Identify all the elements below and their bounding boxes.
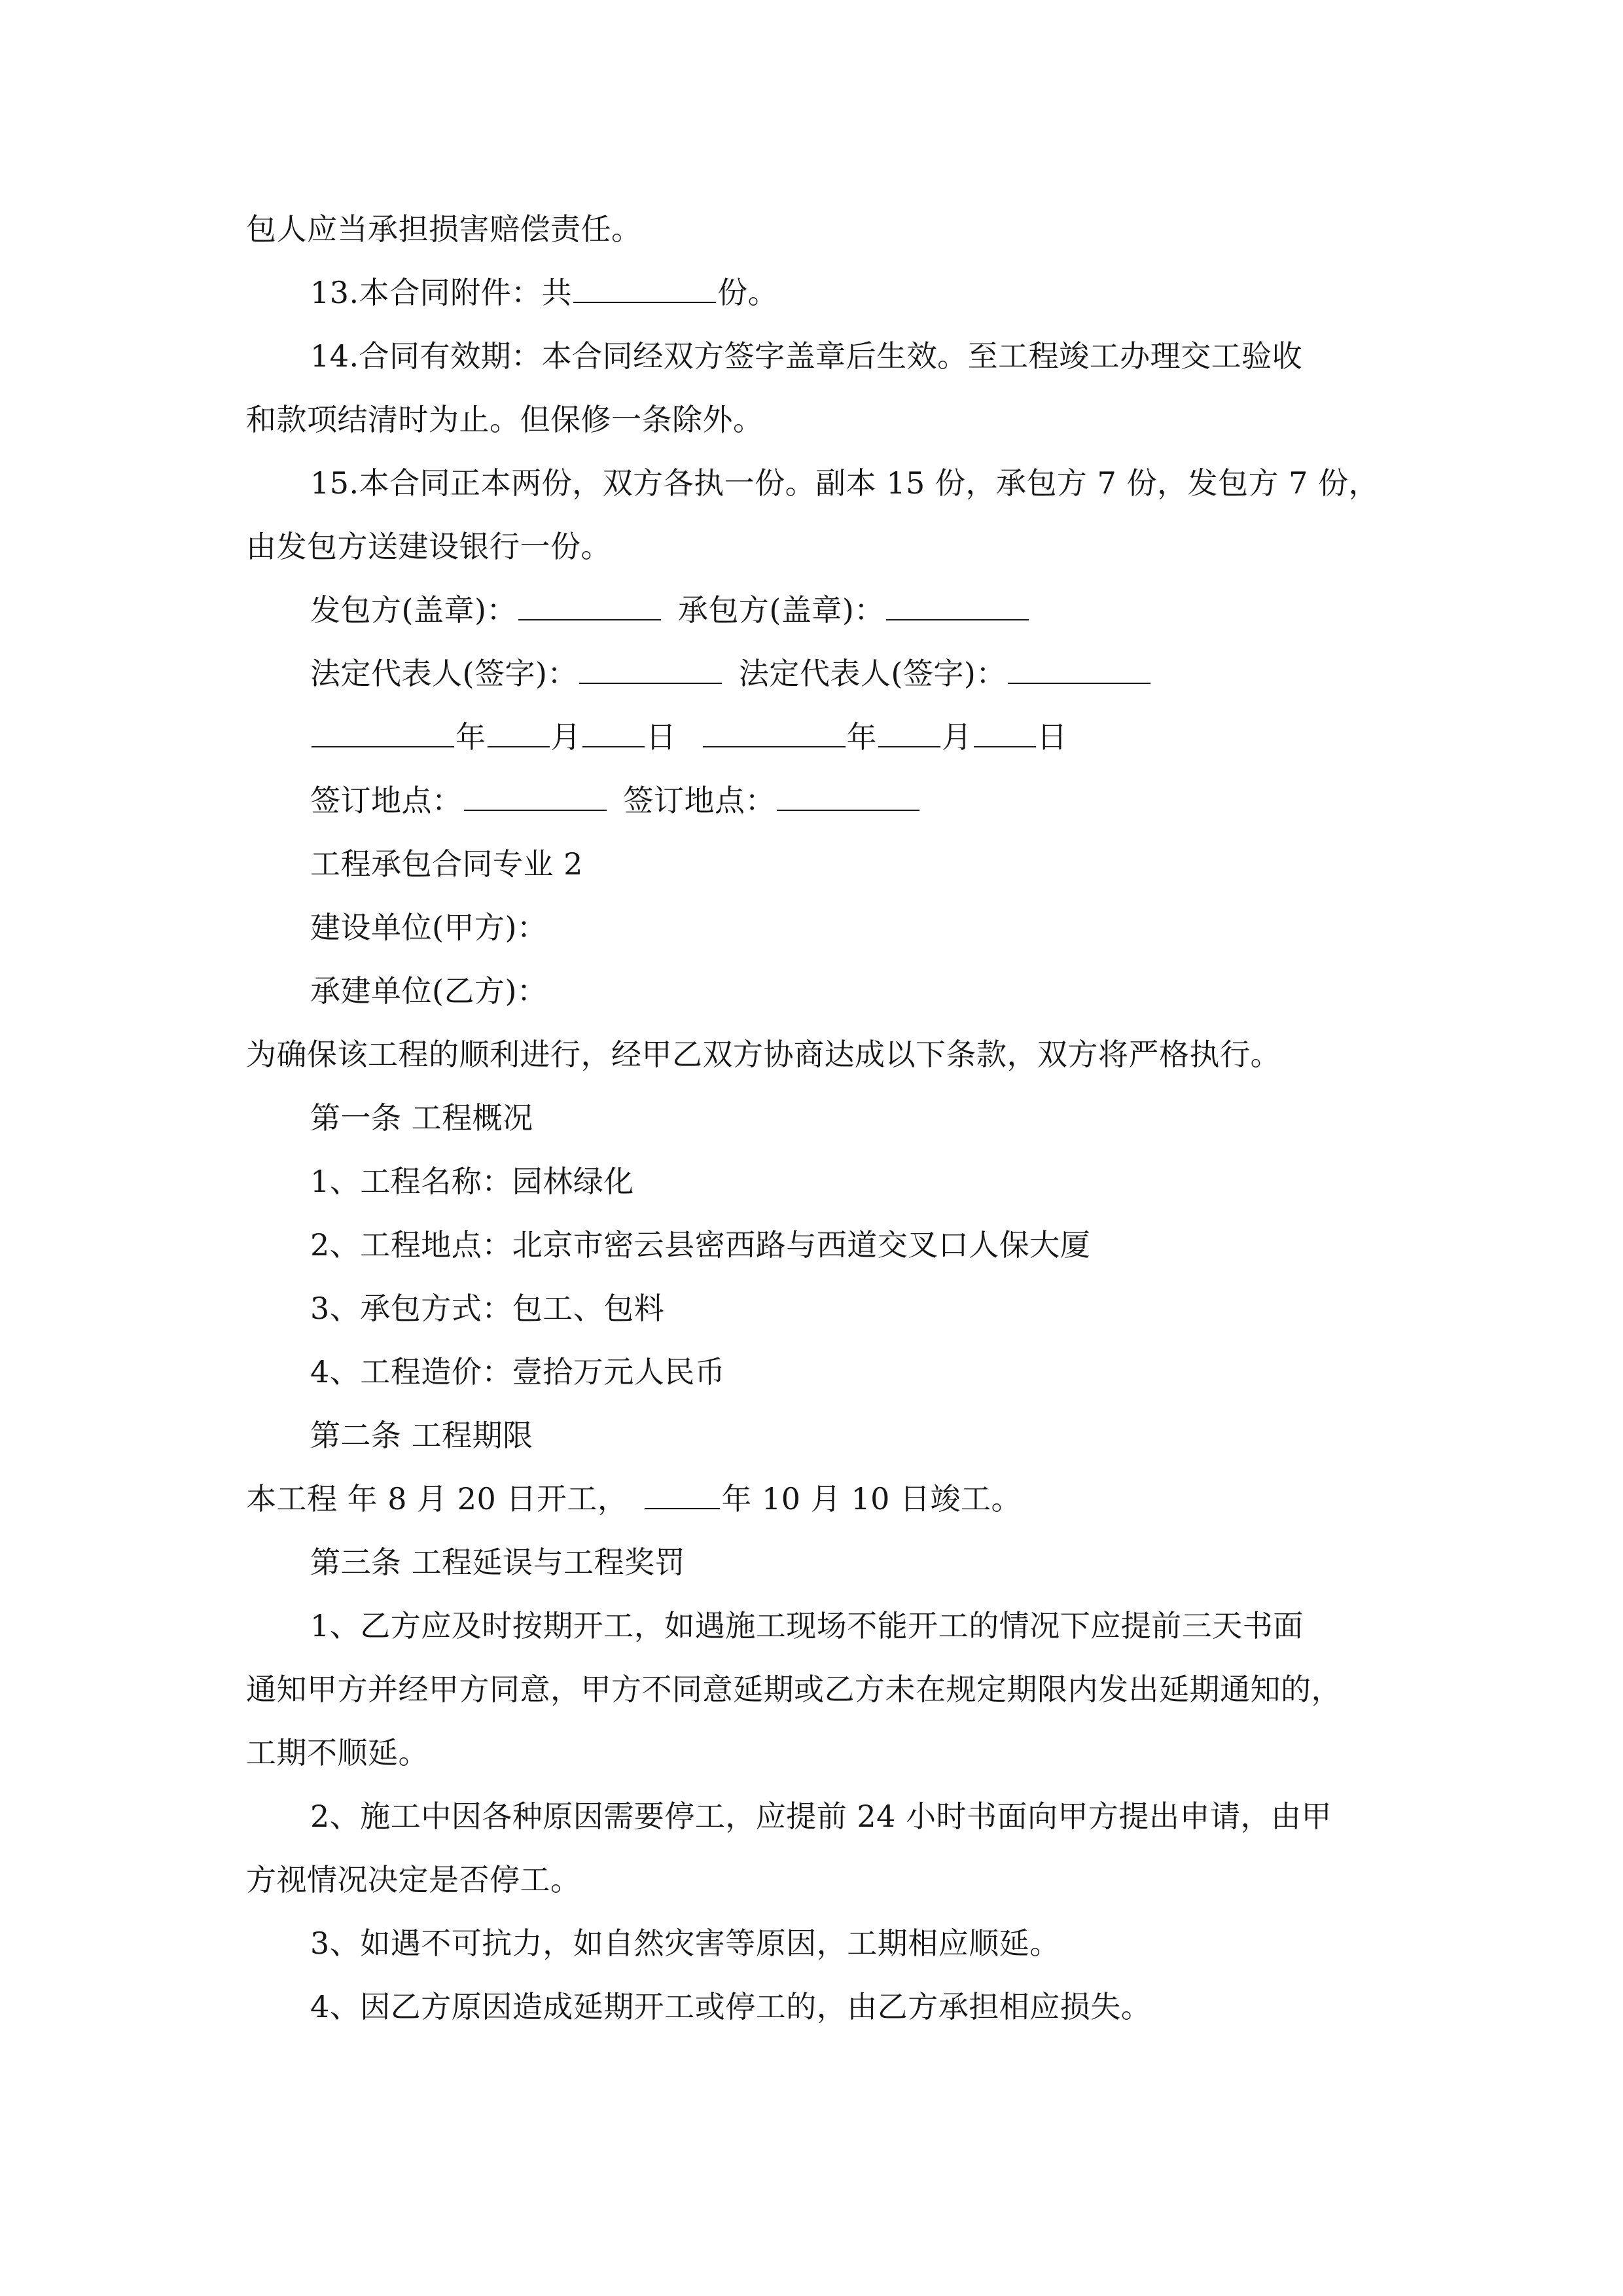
- clause-line: 1、工程名称：园林绿化: [310, 1164, 634, 1199]
- year-blank: [703, 717, 846, 747]
- party-a-line: 建设单位(甲方)：: [310, 910, 548, 945]
- text-line: 包人应当承担损害赔偿责任。: [246, 211, 642, 247]
- text-line: 和款项结清时为止。但保修一条除外。: [246, 402, 764, 437]
- signing-place-label: 签订地点：: [310, 783, 463, 818]
- text-line: 15.本合同正本两份，双方各执一份。副本 15 份，承包方 7 份，发包方 7 份，: [310, 465, 1379, 501]
- year-label: 年: [846, 719, 877, 755]
- text-line: 通知甲方并经甲方同意，甲方不同意延期或乙方未在规定期限内发出延期通知的，: [246, 1672, 1342, 1707]
- text-line: 方视情况决定是否停工。: [246, 1862, 581, 1897]
- completion-date-text: 年 10 月 10 日竣工。: [721, 1481, 1022, 1516]
- day-blank: [582, 717, 645, 747]
- signing-place-blank: [464, 781, 607, 811]
- clause-line: 2、工程地点：北京市密云县密西路与西道交叉口人保大厦: [310, 1227, 1091, 1263]
- clause-line: 1、乙方应及时按期开工，如遇施工现场不能开工的情况下应提前三天书面: [310, 1608, 1304, 1643]
- completion-year-blank: [645, 1479, 720, 1509]
- month-label: 月: [550, 719, 581, 755]
- text-line: 工期不顺延。: [246, 1735, 429, 1770]
- clause-line: 3、承包方式：包工、包料: [310, 1291, 665, 1326]
- month-label: 月: [942, 719, 972, 755]
- contractor-representative-blank: [1008, 654, 1150, 684]
- employer-seal-blank: [518, 590, 661, 620]
- day-label: 日: [646, 719, 677, 755]
- contractor-seal-label: 承包方(盖章)：: [677, 592, 885, 628]
- clause-line: 4、工程造价：壹拾万元人民币: [310, 1354, 726, 1390]
- employer-representative-blank: [579, 654, 722, 684]
- annex-count-line: [310, 273, 778, 312]
- month-blank: [488, 717, 550, 747]
- clause-line: 4、因乙方原因造成延期开工或停工的，由乙方承担相应损失。: [310, 1989, 1152, 2024]
- year-blank: [312, 717, 454, 747]
- text-line: 由发包方送建设银行一份。: [246, 529, 611, 564]
- start-date-text: 本工程 年 8 月 20 日开工，: [246, 1481, 628, 1516]
- contractor-seal-blank: [886, 590, 1029, 620]
- date-line: [310, 717, 1067, 757]
- article-heading: 第二条 工程期限: [310, 1418, 533, 1453]
- day-blank: [974, 717, 1036, 747]
- annex-unit: 份。: [717, 275, 779, 310]
- representative-line: [310, 654, 1152, 693]
- article-heading: 第一条 工程概况: [310, 1100, 533, 1136]
- period-line: [246, 1479, 1022, 1518]
- preamble-line: 为确保该工程的顺利进行，经甲乙双方协商达成以下条款，双方将严格执行。: [246, 1037, 1281, 1072]
- employer-representative-label: 法定代表人(签字)：: [310, 656, 578, 691]
- day-label: 日: [1037, 719, 1067, 755]
- clause-line: 3、如遇不可抗力，如自然灾害等原因，工期相应顺延。: [310, 1926, 1060, 1961]
- signing-place-label: 签订地点：: [623, 783, 776, 818]
- contractor-representative-label: 法定代表人(签字)：: [738, 656, 1007, 691]
- article-heading: 第三条 工程延误与工程奖罚: [310, 1545, 686, 1580]
- seal-line: [310, 590, 1030, 630]
- signing-place-blank: [777, 781, 919, 811]
- annex-count-blank: [573, 273, 716, 303]
- contract-title: 工程承包合同专业 2: [310, 846, 583, 882]
- clause-line: 2、施工中因各种原因需要停工，应提前 24 小时书面向甲方提出申请，由甲: [310, 1799, 1332, 1834]
- signing-place-line: [310, 781, 921, 820]
- party-b-line: 承建单位(乙方)：: [310, 973, 548, 1009]
- annex-label: 13.本合同附件：共: [310, 275, 573, 310]
- text-line: 14.合同有效期：本合同经双方签字盖章后生效。至工程竣工办理交工验收: [310, 338, 1303, 374]
- employer-seal-label: 发包方(盖章)：: [310, 592, 517, 628]
- year-label: 年: [455, 719, 486, 755]
- month-blank: [878, 717, 940, 747]
